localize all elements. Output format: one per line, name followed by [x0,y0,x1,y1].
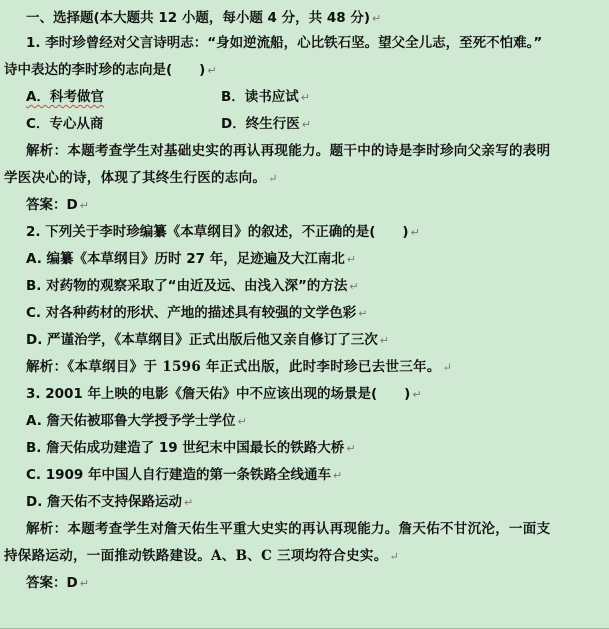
q2-option-a: A. 编纂《本草纲目》历时 27 年，足迹遍及大江南北 [26,251,345,267]
q3-answer: 答案：D [26,575,78,591]
q1-analysis-text-1: 解析：本题考查学生对基础史实的再认再现能力。题干中的诗是李时珍向父亲写的表明 [26,143,551,159]
paragraph-mark: ↵ [412,388,422,401]
q2-option-b: B. 对药物的观察采取了“由近及远、由浅入深”的方法 [26,278,348,294]
q3-stem-line [4,381,599,408]
q2-option-c-line [4,300,599,327]
q1-option-c: C．专心从商 [26,116,104,132]
paragraph-mark: ↵ [268,172,278,185]
q3-option-b: B. 詹天佑成功建造了 19 世纪末中国最长的铁路大桥 [26,440,345,456]
paragraph-mark: ↵ [349,280,359,293]
paragraph-mark: ↵ [379,334,390,347]
q1-option-b: B．读书应试 [221,89,299,105]
paragraph-mark: ↵ [184,496,194,509]
q3-analysis-text-2: 持保路运动，一面推动铁路建设。A、B、C 三项均符合史实。 [4,548,388,564]
q3-analysis-line-2 [4,543,599,570]
q1-options-row-2 [4,111,599,138]
q3-analysis-line-1 [4,516,599,543]
paragraph-mark: ↵ [372,12,382,25]
q3-option-d-line [4,489,599,516]
q3-option-a: A. 詹天佑被耶鲁大学授予学士学位 [26,413,236,429]
paragraph-mark: ↵ [237,415,247,428]
q1-options-row-1 [4,84,599,111]
q2-option-a-line [4,246,599,273]
q3-stem-text: 3. 2001 年上映的电影《詹天佑》中不应该出现的场景是( ) [26,386,411,402]
q1-analysis-text-2: 学医决心的诗，体现了其终生行医的志向。 [4,170,267,186]
q1-analysis-line-2 [4,165,599,192]
q1-option-d: D．终生行医 [221,116,300,132]
q1-analysis-line-1 [4,138,599,165]
q2-option-b-line [4,273,599,300]
paragraph-mark: ↵ [389,550,400,563]
paragraph-mark: ↵ [442,361,453,374]
q2-analysis-text: 解析：《本草纲目》于 1596 年正式出版，此时李时珍已去世三年。 [26,359,441,375]
q3-option-d: D. 詹天佑不支持保路运动 [26,494,183,510]
q3-answer-line [4,570,599,597]
q3-option-b-line [4,435,599,462]
q2-analysis-line [4,354,599,381]
q1-stem-text-2: 诗中表达的李时珍的志向是( ) [4,62,206,78]
q1-answer-line [4,192,599,219]
q1-answer: 答案：D [26,197,78,213]
q1-stem-line-2 [4,57,599,84]
section-title-line [4,6,599,30]
paragraph-mark: ↵ [358,307,368,320]
q3-option-c-line [4,462,599,489]
paragraph-mark: ↵ [410,226,420,239]
paragraph-mark: ↵ [207,64,217,77]
q3-option-a-line [4,408,599,435]
q2-option-c: C. 对各种药材的形状、产地的描述具有较强的文学色彩 [26,305,357,321]
paragraph-mark: ↵ [333,469,343,482]
paragraph-mark: ↵ [79,199,89,212]
q1-option-a: A．科考做官 [26,89,104,105]
paragraph-mark: ↵ [346,442,356,455]
q2-option-d: D. 严谨治学，《本草纲目》正式出版后他又亲自修订了三次 [26,332,378,348]
q2-stem-line [4,219,599,246]
section-title: 一、选择题(本大题共 12 小题，每小题 4 分，共 48 分) [26,10,371,26]
paragraph-mark: ↵ [346,253,356,266]
paragraph-mark: ↵ [301,118,311,131]
q3-option-c: C. 1909 年中国人自行建造的第一条铁路全线通车 [26,467,332,483]
q3-analysis-text-1: 解析：本题考查学生对詹天佑生平重大史实的再认再现能力。詹天佑不甘沉沦，一面支 [26,521,551,537]
paragraph-mark: ↵ [300,91,311,104]
paragraph-mark: ↵ [79,577,89,590]
q2-stem-text: 2. 下列关于李时珍编纂《本草纲目》的叙述，不正确的是( ) [26,224,409,240]
q1-stem-text-1: 1. 李时珍曾经对父言诗明志：“身如逆流船，心比铁石坚。望父全儿志，至死不怕难。” [26,35,543,51]
q1-stem-line-1 [4,30,599,57]
q2-option-d-line [4,327,599,354]
